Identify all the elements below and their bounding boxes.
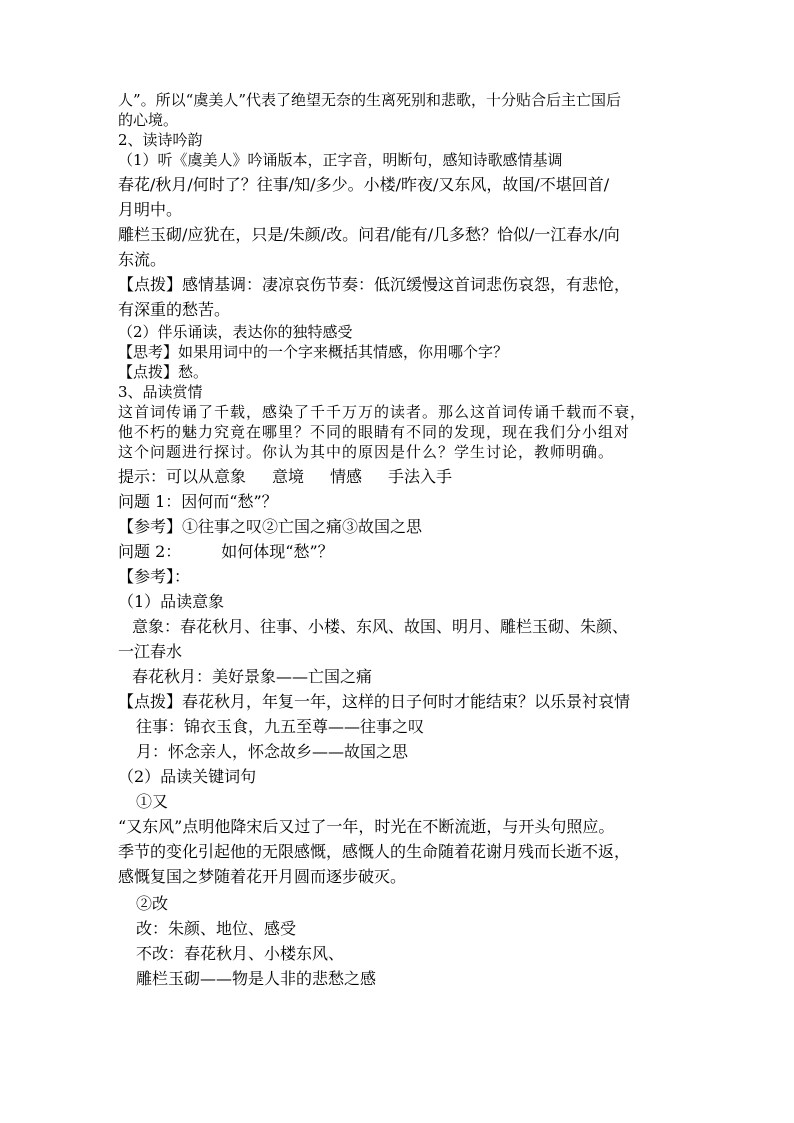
- text-line: 感慨复国之梦随着花开月圆而逐步破灭。: [118, 867, 407, 886]
- text-line: 月：怀念亲人，怀念故乡——故国之思: [136, 742, 409, 761]
- hint-line: 【点拨】愁。: [118, 363, 209, 381]
- tips-prefix: 提示：可以从意象: [118, 467, 247, 486]
- tips-line: [118, 464, 680, 489]
- question-line: [118, 539, 680, 564]
- subsection-heading: （2）品读关键词句: [118, 767, 257, 786]
- subsection-heading: （2）伴乐诵读，表达你的独特感受: [118, 323, 353, 341]
- poem-line: 雕栏玉砌/应犹在，只是/朱颜/改。问君/能有/几多愁？恰似/一江春水/向: [118, 225, 620, 244]
- text-line: “又东风”点明他降宋后又过了一年，时光在不断流逝，与开头句照应。: [118, 817, 615, 836]
- text-line: 一江春水: [118, 642, 183, 661]
- text-line: 他不朽的魅力究竟在哪里？不同的眼睛有不同的发现，现在我们分小组对: [118, 423, 631, 441]
- text-line: 春花秋月：美好景象——亡国之痛: [132, 667, 373, 686]
- tips-item: 意境: [272, 467, 305, 486]
- question-label: 问题 2：: [118, 542, 182, 561]
- poem-line: 东流。: [118, 250, 167, 269]
- text-line: 雕栏玉砌——物是人非的悲愁之感: [136, 969, 377, 988]
- text-line: 人”。所以“虞美人”代表了绝望无奈的生离死别和悲歌，十分贴合后主亡国后: [118, 91, 622, 109]
- hint-line: 【点拨】春花秋月，年复一年，这样的日子何时才能结束？以乐景衬哀情: [118, 692, 631, 711]
- poem-line: 月明中。: [118, 200, 183, 219]
- text-line: 这个问题进行探讨。你认为其中的原因是什么？学生讨论，教师明确。: [118, 443, 615, 461]
- reference-line: 【参考】：: [118, 567, 191, 586]
- subsection-heading: （1）品读意象: [118, 592, 225, 611]
- text-line: 季节的变化引起他的无限感慨，感慨人的生命随着花谢月残而长逝不返，: [118, 842, 631, 861]
- hint-line: 有深重的愁苦。: [118, 300, 231, 319]
- text-line: ②改: [136, 894, 169, 913]
- think-line: 【思考】如果用词中的一个字来概括其情感，你用哪个字？: [118, 343, 509, 361]
- section-heading: 3、品读赏情: [118, 383, 203, 401]
- text-line: 意象：春花秋月、往事、小楼、东风、故国、明月、雕栏玉砌、朱颜、: [132, 617, 629, 636]
- text-line: 这首词传诵了千载，感染了千千万万的读者。那么这首词传诵千载而不衰，: [118, 403, 647, 421]
- text-line: 的心境。: [118, 111, 179, 129]
- document-page: [118, 90, 680, 991]
- tips-item: 手法入手: [388, 467, 453, 486]
- subsection-heading: （1）听《虞美人》吟诵版本，正字音，明断句，感知诗歌感情基调: [118, 151, 563, 169]
- text-line: 不改：春花秋月、小楼东风、: [136, 944, 345, 963]
- poem-line: 春花/秋月/何时了？往事/知/多少。小楼/昨夜/又东风，故国/不堪回首/: [118, 175, 610, 194]
- section-heading: 2、读诗吟韵: [118, 131, 203, 149]
- text-line: 改：朱颜、地位、感受: [136, 919, 297, 938]
- text-line: ①又: [136, 792, 169, 811]
- reference-line: 【参考】①往事之叹②亡国之痛③故国之思: [118, 517, 423, 536]
- hint-line: 【点拨】感情基调：凄凉哀伤节奏：低沉缓慢这首词悲伤哀怨，有悲怆，: [118, 275, 631, 294]
- question-text: 如何体现“愁”？: [221, 542, 334, 561]
- text-line: 往事：锦衣玉食，九五至尊——往事之叹: [136, 717, 425, 736]
- question-line: 问题 1：因何而“愁”？: [118, 492, 278, 511]
- tips-item: 情感: [330, 467, 363, 486]
